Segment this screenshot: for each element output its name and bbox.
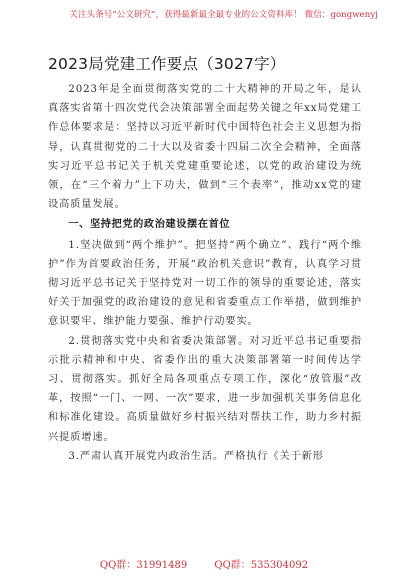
banner-text: 关注头条号“公文研究”，获得最新最全最专业的公文资料库！ 微信：gongwenyj — [69, 10, 378, 20]
footer — [0, 556, 408, 571]
qq-group-2: QQ群：535304092 — [214, 560, 309, 571]
intro-paragraph: 2023年是全面贯彻落实党的二十大精神的开局之年，是认真落实省第十四次党代会决策部署全面起势关键之年xx局党建工作总体要求是：坚持以习近平新时代中国特色社会主义思想为指导，认真贯彻党的二十大以及省委十四届二次全会精神，全面落实习近平总书记关于机关党建重要论述，以党的政治建设为统领，在“三个着力”上下功夫，做到“三个表率”，推动xx党的建设高质量发展。 — [48, 84, 362, 211]
body-paragraph: 2.贯彻落实党中央和省委决策部署。对习近平总书记重要指示批示精神和中央、省委作出的重大决策部署第一时间传达学习、贯彻落实。抓好全局各项重点专项工作，深化“放管服”改革，按照“一门、一网、一次”要求，进一步加强机关事务信息化和标准化建设。高质量做好乡村振兴结对帮扶工作，助力乡村振兴提质增速。 — [48, 335, 362, 443]
document-title: 2023局党建工作要点（3027字） — [48, 55, 286, 73]
qq-group-1: QQ群：31991489 — [99, 560, 188, 571]
top-banner — [0, 8, 408, 20]
body-paragraph: 3.严肃认真开展党内政治生活。严格执行《关于新形 — [68, 450, 324, 462]
document-body — [48, 80, 362, 466]
section-heading: 一、坚持把党的政治建设摆在首位 — [68, 219, 231, 231]
body-paragraph: 1.坚决做到“两个维护”。把坚持“两个确立”、践行“两个维护”作为首要政治任务，开展“政治机关意识”教育，认真学习贯彻习近平总书记关于坚持党对一切工作的领导的重要论述，落实好关于加强党的政治建设的意见和省委重点工作举措，做到维护意识要牢、维护能力要强、维护行动要实。 — [48, 239, 362, 328]
